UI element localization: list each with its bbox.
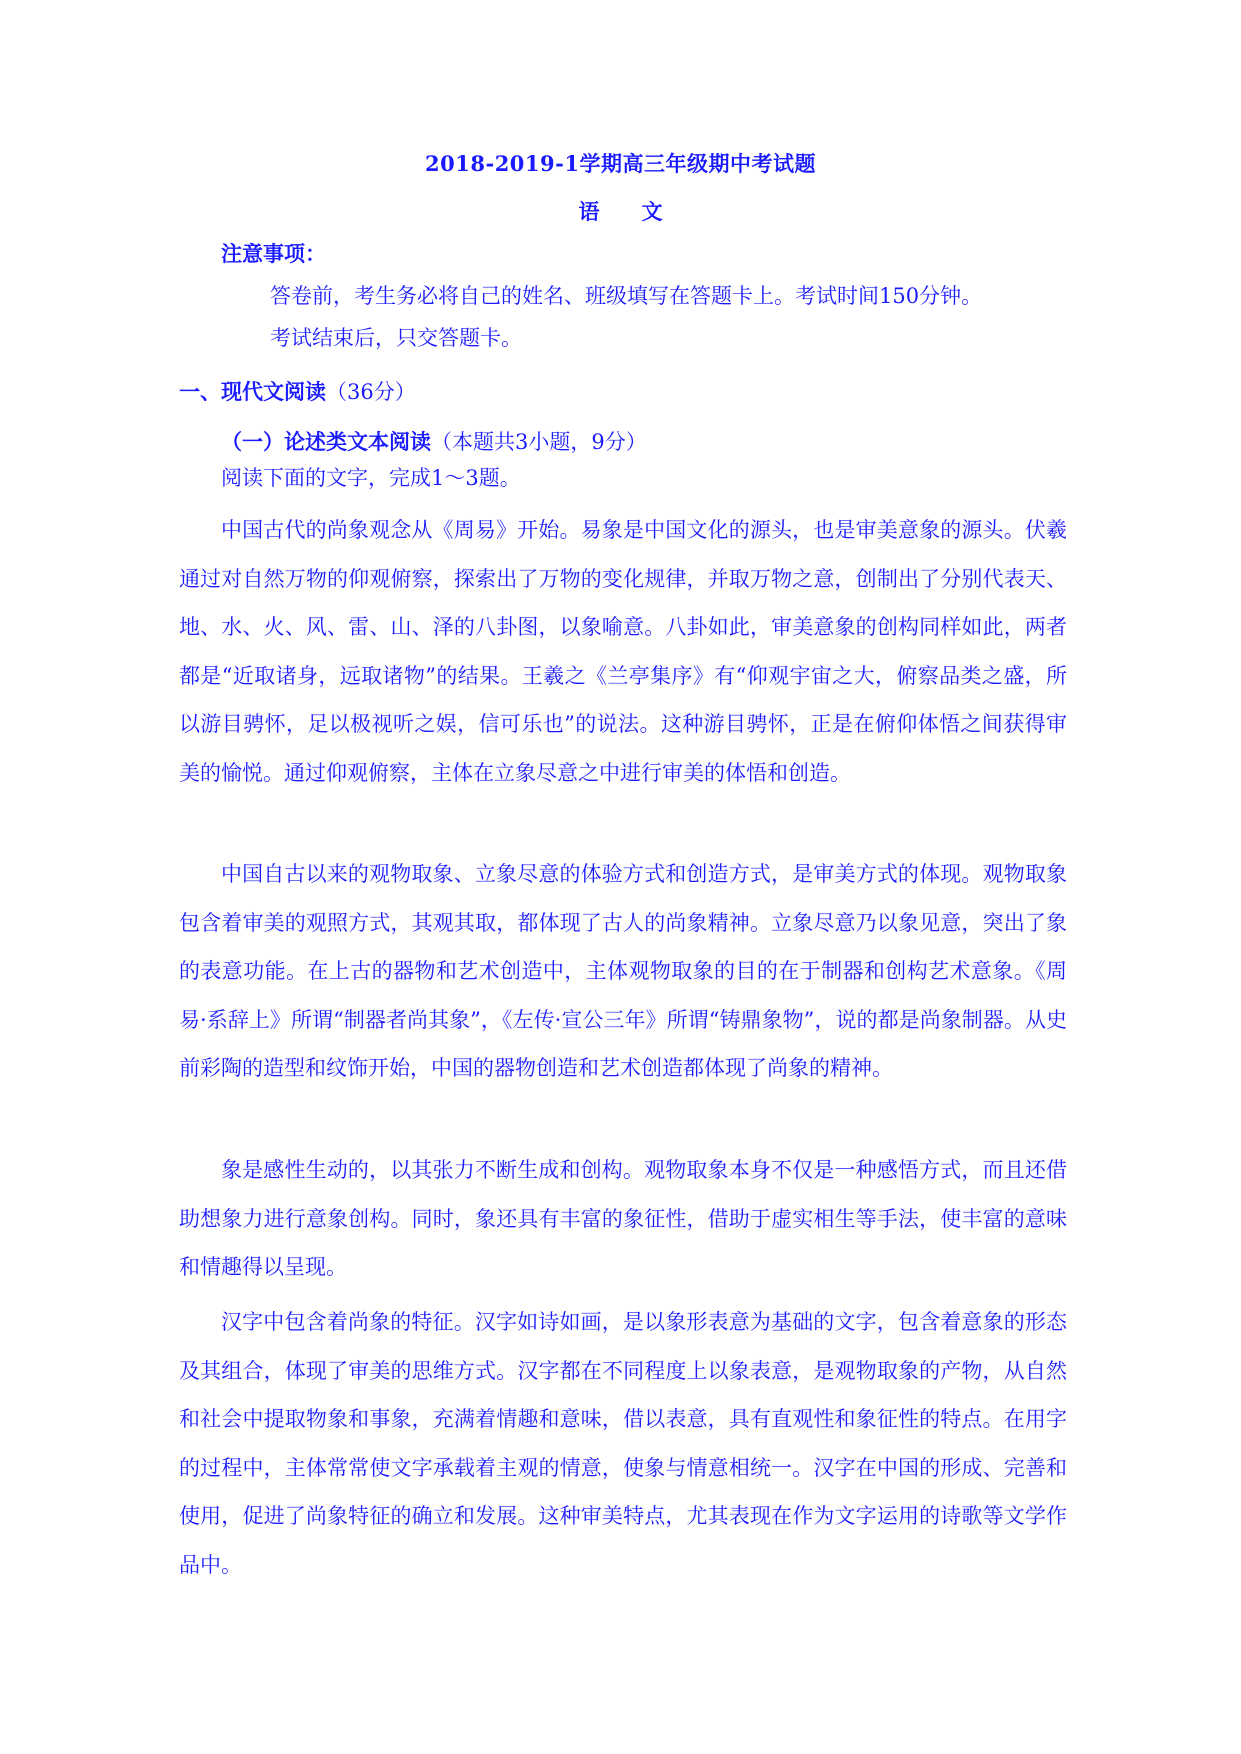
exam-title: 2018-2019-1学期高三年级期中考试题	[425, 151, 816, 176]
body-paragraph-2: 中国自古以来的观物取象、立象尽意的体验方式和创造方式，是审美方式的体现。观物取象包含着审美的观照方式，其观其取，都体现了古人的尚象精神。立象尽意乃以象见意，突出了象的表意功能。在上古的器物和艺术创造中，主体观物取象的目的在于制器和创构艺术意象。《周易·系辞上》所谓“制器者尚其象”，《左传·宣公三年》所谓“铸鼎象物”，说的都是尚象制器。从史前彩陶的造型和纹饰开始，中国的器物创造和艺术创造都体现了尚象的精神。	[179, 862, 1067, 1080]
body-paragraph-3: 象是感性生动的，以其张力不断生成和创构。观物取象本身不仅是一种感悟方式，而且还借助想象力进行意象创构。同时，象还具有丰富的象征性，借助于虚实相生等手法，使丰富的意味和情趣得以呈现。	[179, 1158, 1067, 1279]
reading-instruction: 阅读下面的文字，完成1～3题。	[221, 466, 521, 490]
notice-item-1: 答卷前，考生务必将自己的姓名、班级填写在答题卡上。考试时间150分钟。	[270, 284, 983, 308]
sub-heading-title: （一）论述类文本阅读	[221, 429, 431, 454]
body-paragraph-1: 中国古代的尚象观念从《周易》开始。易象是中国文化的源头，也是审美意象的源头。伏羲通过对自然万物的仰观俯察，探索出了万物的变化规律，并取万物之意，创制出了分别代表天、地、水、火、风、雷、山、泽的八卦图，以象喻意。八卦如此，审美意象的创构同样如此，两者都是“近取诸身，远取诸物”的结果。王羲之《兰亭集序》有“仰观宇宙之大，俯察品类之盛，所以游目骋怀，足以极视听之娱，信可乐也”的说法。这种游目骋怀，正是在俯仰体悟之间获得审美的愉悦。通过仰观俯察，主体在立象尽意之中进行审美的体悟和创造。	[179, 518, 1067, 785]
subject-title	[0, 196, 1241, 226]
section-heading-title: 一、现代文阅读	[179, 379, 326, 404]
body-paragraph-4: 汉字中包含着尚象的特征。汉字如诗如画，是以象形表意为基础的文字，包含着意象的形态及其组合，体现了审美的思维方式。汉字都在不同程度上以象表意，是观物取象的产物，从自然和社会中提取物象和事象，充满着情趣和意味，借以表意，具有直观性和象征性的特点。在用字的过程中，主体常常使文字承载着主观的情意，使象与情意相统一。汉字在中国的形成、完善和使用，促进了尚象特征的确立和发展。这种审美特点，尤其表现在作为文字运用的诗歌等文学作品中。	[179, 1310, 1067, 1577]
notice-heading: 注意事项：	[221, 241, 326, 266]
section-heading-points: （36分）	[326, 380, 416, 404]
notice-item-2: 考试结束后，只交答题卡。	[270, 326, 522, 350]
section-heading	[179, 376, 416, 406]
subject-title-part1: 语	[578, 199, 600, 224]
subject-title-part2: 文	[641, 199, 663, 224]
sub-heading-info: （本题共3小题，9分）	[431, 430, 647, 454]
sub-heading	[221, 426, 647, 456]
